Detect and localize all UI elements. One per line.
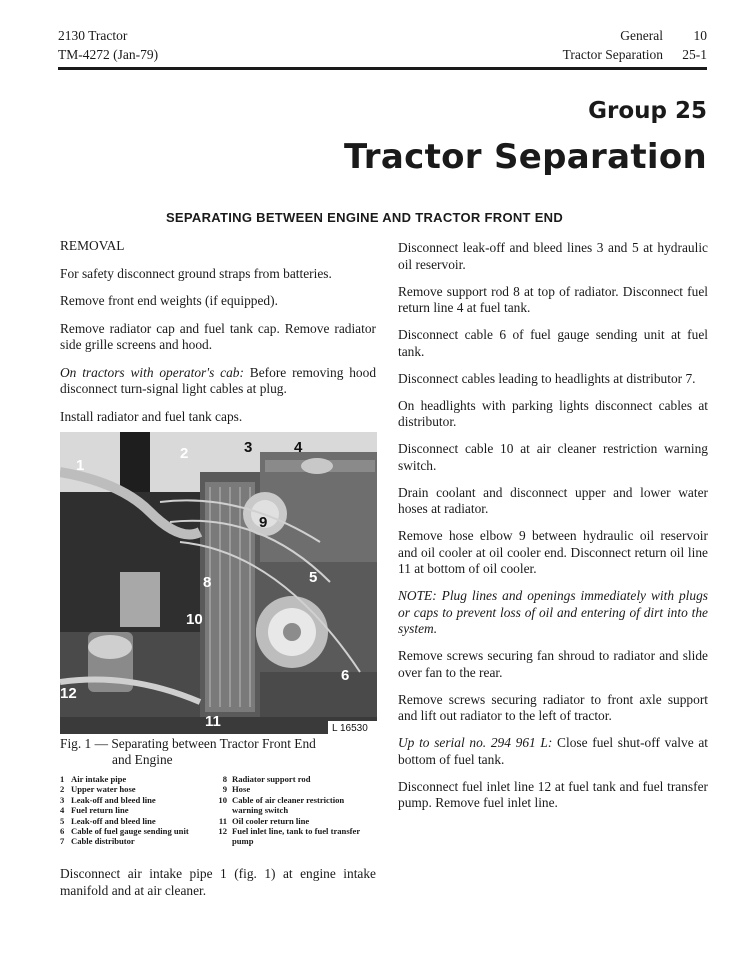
engine-photo xyxy=(60,432,377,734)
legend-text: Fuel inlet line, tank to fuel transfer pump xyxy=(232,826,361,847)
paragraph-rest: Close fuel shut-off valve at bottom of fuel tank. xyxy=(398,735,709,767)
legend-number: 7 xyxy=(60,836,65,847)
legend-number: 8 xyxy=(222,774,227,784)
legend-number: 3 xyxy=(60,794,65,805)
callout-2: 2 xyxy=(180,445,189,462)
legend-number: 1 xyxy=(60,774,65,784)
paragraph: Install radiator and fuel tank caps. xyxy=(60,408,243,424)
legend-number: 10 xyxy=(218,794,227,805)
legend-item xyxy=(216,784,372,794)
legend-text: Hose xyxy=(232,784,251,795)
legend-number: 4 xyxy=(60,805,65,816)
legend-text: Cable distributor xyxy=(71,836,135,847)
header-rule xyxy=(58,67,707,70)
callout-8: 8 xyxy=(203,574,212,591)
paragraph: Drain coolant and disconnect upper and lower water hoses at radiator. xyxy=(398,484,708,516)
paragraph: Disconnect fuel inlet line 12 at fuel tank and fuel transfer pump. Remove fuel inlet line. xyxy=(398,778,708,810)
paragraph: Remove screws securing radiator to front axle support and lift out radiator to the left of tractor. xyxy=(398,691,708,723)
legend-column-right xyxy=(216,774,372,847)
legend-item xyxy=(60,784,216,794)
callout-1: 1 xyxy=(76,457,85,474)
removal-heading: REMOVAL xyxy=(60,238,125,253)
paragraph: Disconnect cables leading to headlights at distributor 7. xyxy=(398,370,696,386)
paragraph-air-intake: Disconnect air intake pipe 1 (fig. 1) at engine intake manifold and at air cleaner. xyxy=(60,866,376,898)
header-group-label: Tractor Separation xyxy=(562,47,663,62)
header-page-number: 25-1 xyxy=(682,47,707,62)
legend-item xyxy=(60,816,216,826)
paragraph: Disconnect leak-off and bleed lines 3 and 5 at hydraulic oil reservoir. xyxy=(398,240,708,272)
paragraph: Remove support rod 8 at top of radiator. Disconnect fuel return line 4 at fuel tank. xyxy=(398,283,708,315)
legend-text: Leak-off and bleed line xyxy=(71,815,156,826)
paragraph: Remove hose elbow 9 between hydraulic oil reservoir and oil cooler at oil cooler end. Disconnect return oil line 11 at bottom of oil cooler. xyxy=(398,528,708,576)
photo-id: L 16530 xyxy=(332,723,368,734)
legend-item xyxy=(60,774,216,784)
callout-6: 6 xyxy=(341,667,350,684)
caption-line-2: and Engine xyxy=(112,752,173,767)
right-column xyxy=(398,240,708,822)
legend-item xyxy=(60,795,216,805)
section-heading: SEPARATING BETWEEN ENGINE AND TRACTOR FRONT END xyxy=(165,210,564,225)
header-section-number: 10 xyxy=(693,28,707,43)
header-section-label: General xyxy=(620,28,663,43)
callout-9: 9 xyxy=(259,514,268,531)
legend-item xyxy=(216,795,372,816)
legend-item xyxy=(60,836,216,846)
legend-text: Upper water hose xyxy=(71,784,136,795)
paragraph: Disconnect cable 6 of fuel gauge sending unit at fuel tank. xyxy=(398,327,708,359)
paragraph: Remove radiator cap and fuel tank cap. Remove radiator side grille screens and hood. xyxy=(60,320,376,352)
italic-lead: On tractors with operator's cab: xyxy=(60,364,244,380)
paragraph: On headlights with parking lights disconnect cables at distributor. xyxy=(398,397,708,429)
figure-caption xyxy=(60,736,376,768)
group-label: Group 25 xyxy=(588,98,707,124)
note: NOTE: Plug lines and openings immediately with plugs or caps to prevent loss of oil and entering of dirt into the system. xyxy=(398,588,708,636)
header-left xyxy=(58,26,158,64)
legend-text: Radiator support rod xyxy=(232,774,311,784)
legend-text: Fuel return line xyxy=(71,805,129,816)
legend-text: Oil cooler return line xyxy=(232,815,310,826)
legend-column-left xyxy=(60,774,216,847)
left-column xyxy=(60,238,376,436)
paragraph-rest: Before removing hood disconnect turn-signal light cables at plug. xyxy=(60,364,377,396)
legend-number: 11 xyxy=(218,815,227,826)
legend-number: 6 xyxy=(60,826,65,837)
paragraph: Disconnect cable 10 at air cleaner restriction warning switch. xyxy=(398,441,708,473)
callout-4: 4 xyxy=(294,439,303,456)
legend-number: 12 xyxy=(218,826,227,837)
legend-item xyxy=(60,805,216,815)
legend-item xyxy=(216,826,372,847)
legend-item xyxy=(60,826,216,836)
paragraph xyxy=(398,735,708,768)
figure-legend xyxy=(60,774,376,847)
header-right xyxy=(563,26,707,64)
callout-11: 11 xyxy=(205,713,221,730)
italic-lead: Up to serial no. 294 961 L: xyxy=(398,735,553,750)
legend-text: Cable of air cleaner restriction warning switch xyxy=(232,794,345,816)
legend-text: Leak-off and bleed line xyxy=(71,794,156,805)
caption-line-1: Fig. 1 — Separating between Tractor Front End xyxy=(60,736,316,751)
paragraph xyxy=(60,365,376,398)
callout-12: 12 xyxy=(60,685,77,702)
header-model: 2130 Tractor xyxy=(58,28,128,43)
callout-10: 10 xyxy=(186,611,203,628)
legend-number: 5 xyxy=(60,815,65,826)
paragraph: Remove front end weights (if equipped). xyxy=(60,293,278,308)
legend-number: 2 xyxy=(60,784,65,795)
paragraph: Remove screws securing fan shroud to radiator and slide over fan to the rear. xyxy=(398,648,708,680)
legend-item xyxy=(216,816,372,826)
legend-item xyxy=(216,774,372,784)
legend-number: 9 xyxy=(222,784,227,795)
callout-3: 3 xyxy=(244,439,253,456)
legend-text: Air intake pipe xyxy=(71,774,127,784)
paragraph: For safety disconnect ground straps from batteries. xyxy=(60,265,332,281)
legend-text: Cable of fuel gauge sending unit xyxy=(71,826,189,837)
header-manual-id: TM-4272 (Jan-79) xyxy=(58,47,159,62)
callout-5: 5 xyxy=(309,569,318,586)
page-title: Tractor Separation xyxy=(344,137,707,177)
